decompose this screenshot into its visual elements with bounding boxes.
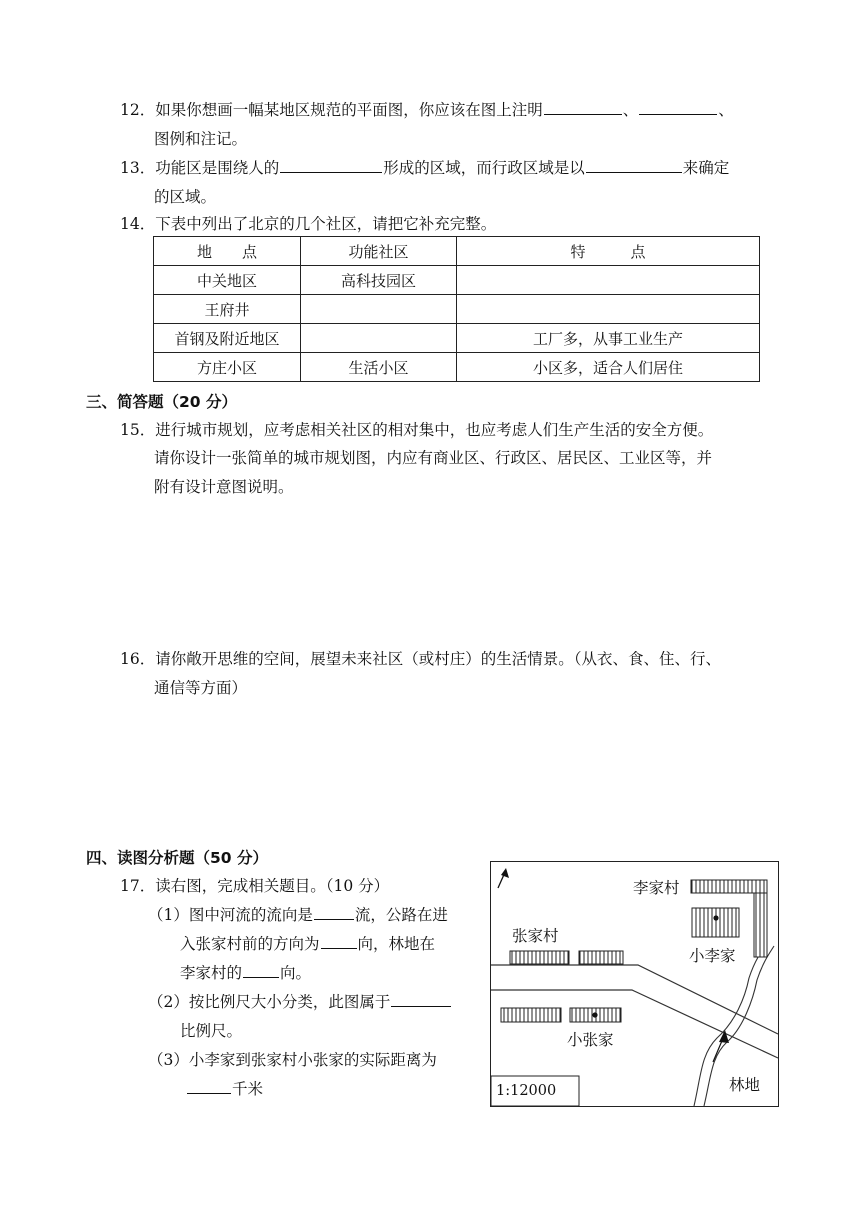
q15-text: 进行城市规划，应考虑相关社区的相对集中，也应考虑人们生产生活的安全方便。: [155, 421, 714, 439]
table-cell-blank[interactable]: [301, 324, 457, 353]
separator: 、: [622, 101, 639, 119]
table-row: [154, 353, 760, 382]
part-number: （1）: [148, 906, 189, 924]
table-cell: 小区多，适合人们居住: [457, 353, 760, 382]
table-cell-blank[interactable]: [457, 295, 760, 324]
q13-line1: [120, 156, 729, 178]
q12-text: 如果你想画一幅某地区规范的平面图，你应该在图上注明: [155, 101, 543, 119]
q17-text: 流，公路在进: [354, 906, 448, 924]
answer-blank[interactable]: [639, 113, 717, 115]
table-cell: 方庄小区: [154, 353, 301, 382]
answer-blank[interactable]: [544, 113, 622, 115]
q17-line: [120, 874, 389, 896]
answer-blank[interactable]: [321, 947, 357, 949]
table-header: 地 点: [154, 237, 301, 266]
scale-label: 1:12000: [496, 1083, 557, 1099]
q14-line: [120, 212, 496, 234]
q17-text: 图中河流的流向是: [188, 906, 313, 924]
q17-part3-line1: [148, 1048, 437, 1070]
q13-text: 来确定: [682, 159, 730, 177]
north-arrow-icon: [498, 868, 509, 888]
q17-text: 向。: [280, 964, 312, 982]
q12-line2: 图例和注记。: [154, 130, 248, 148]
table-header-row: [154, 237, 760, 266]
table-cell: 生活小区: [301, 353, 457, 382]
table-cell: 高科技园区: [301, 266, 457, 295]
table-cell-blank[interactable]: [457, 266, 760, 295]
answer-blank[interactable]: [187, 1092, 231, 1094]
q16-line2: 通信等方面）: [154, 679, 248, 697]
table-cell-blank[interactable]: [301, 295, 457, 324]
zhang-village-buildings: [501, 951, 623, 1022]
community-table: [153, 236, 760, 382]
q12-number: 12．: [120, 101, 156, 119]
q17-part1-line3: [180, 961, 311, 983]
q16-number: 16．: [120, 650, 156, 668]
q17-part2-line1: [148, 990, 452, 1012]
q13-number: 13．: [120, 159, 156, 177]
table-cell: 首钢及附近地区: [154, 324, 301, 353]
zhang-village-label: 张家村: [512, 927, 559, 945]
answer-blank[interactable]: [391, 1005, 451, 1007]
part-number: （2）: [148, 993, 189, 1011]
table-row: [154, 295, 760, 324]
q17-text: 小李家到张家村小张家的实际距离为: [188, 1051, 437, 1069]
section-3-title: 三、简答题（20 分）: [86, 393, 237, 411]
part-number: （3）: [148, 1051, 189, 1069]
q14-text: 下表中列出了北京的几个社区，请把它补充完整。: [155, 215, 497, 233]
q17-text: 读右图，完成相关题目。（10 分）: [155, 877, 390, 895]
table-header: 特 点: [457, 237, 760, 266]
xiao-zhang-home-label: 小张家: [567, 1031, 614, 1049]
q13-line2: 的区域。: [154, 188, 217, 206]
q17-text: 向，林地在: [357, 935, 436, 953]
xiao-li-home-marker: [713, 915, 718, 920]
q17-part2-line2: 比例尺。: [180, 1022, 243, 1040]
q15-line3: 附有设计意图说明。: [154, 478, 294, 496]
q17-part3-line2: [186, 1077, 263, 1099]
q14-number: 14．: [120, 215, 156, 233]
q16-line1: [120, 647, 721, 669]
li-village-label: 李家村: [633, 879, 680, 897]
q17-part1-line1: [148, 903, 448, 925]
q17-text: 按比例尺大小分类，此图属于: [188, 993, 391, 1011]
q12-line1: [120, 98, 734, 120]
q15-line2: 请你设计一张简单的城市规划图，内应有商业区、行政区、居民区、工业区等，并: [154, 449, 713, 467]
table-cell: 工厂多，从事工业生产: [457, 324, 760, 353]
q17-text: 李家村的: [180, 964, 243, 982]
table-cell: 中关地区: [154, 266, 301, 295]
q17-number: 17．: [120, 877, 156, 895]
table-row: [154, 266, 760, 295]
answer-blank[interactable]: [314, 918, 354, 920]
map-drawing: [491, 862, 778, 1106]
section-4-title: 四、读图分析题（50 分）: [86, 849, 268, 867]
q17-text: 入张家村前的方向为: [180, 935, 320, 953]
xiao-zhang-home-marker: [592, 1012, 597, 1017]
answer-blank[interactable]: [280, 171, 382, 173]
answer-blank[interactable]: [243, 976, 279, 978]
forest-label: 林地: [729, 1076, 761, 1094]
q13-text: 功能区是围绕人的: [155, 159, 280, 177]
table-cell: 王府井: [154, 295, 301, 324]
q15-line1: [120, 418, 713, 440]
separator: 、: [718, 101, 734, 119]
q16-text: 请你敞开思维的空间，展望未来社区（或村庄）的生活情景。（从衣、食、住、行、: [155, 650, 721, 668]
q13-text: 形成的区域，而行政区域是以: [383, 159, 585, 177]
table-row: [154, 324, 760, 353]
table-header: 功能社区: [301, 237, 457, 266]
q17-text: 千米: [232, 1080, 264, 1098]
xiao-li-home-label: 小李家: [689, 947, 736, 965]
village-map: [490, 861, 779, 1107]
answer-blank[interactable]: [586, 171, 682, 173]
q17-part1-line2: [180, 932, 435, 954]
q15-number: 15．: [120, 421, 156, 439]
